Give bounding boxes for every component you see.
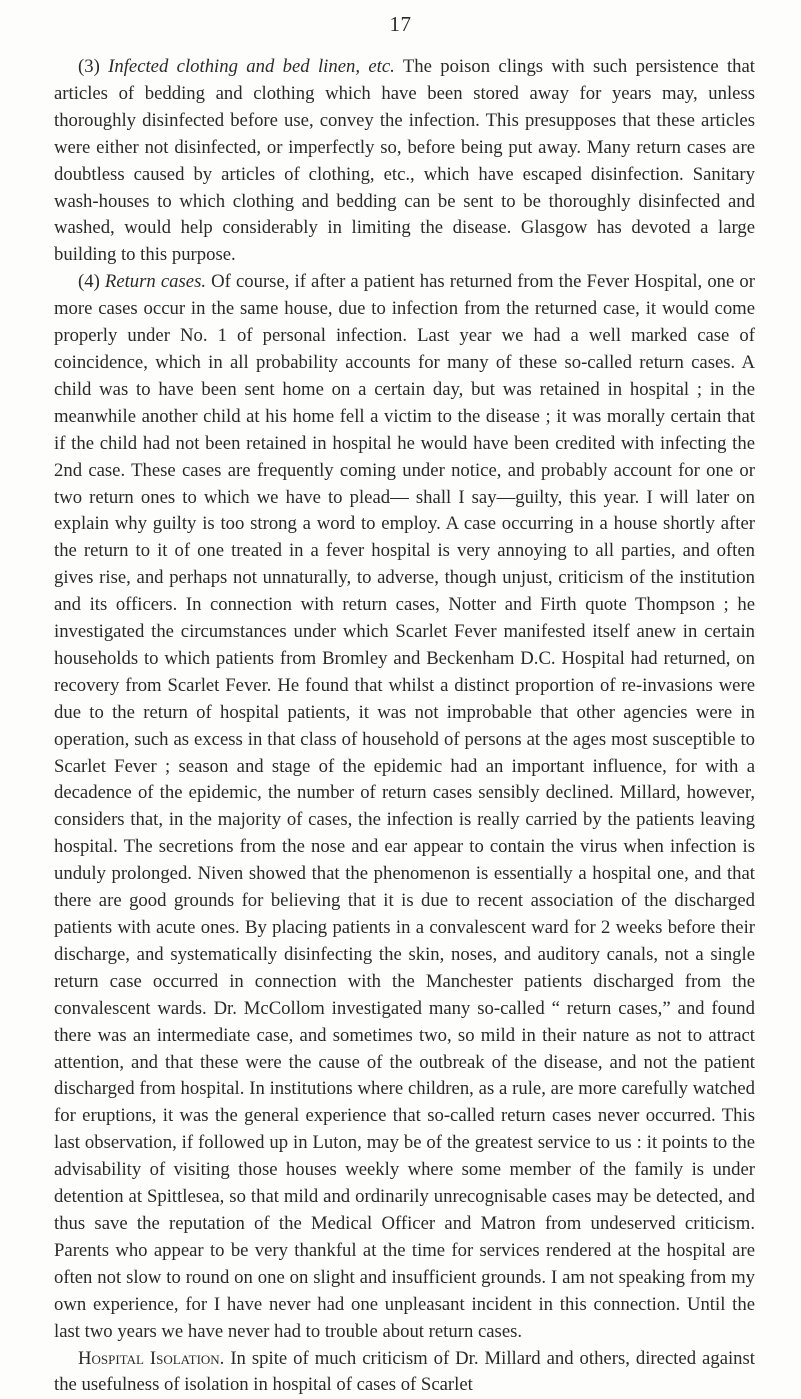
paragraph-return-cases [54,269,755,1345]
page-number: 17 [0,12,801,37]
section-heading-hospital-isolation: Hospital Isolation. [78,1348,224,1369]
paragraph-infected-clothing [54,54,755,269]
paragraph-body: Of course, if after a patient has returned from the Fever Hospital, one or more cases occur in the same house, due to infection from the returned case, it would come properly under No. 1 of personal infection. Last year we had a well marked case of coincidence, which in all probability accounts for many of these so-called return cases. A child was to have been sent home on a certain day, but was retained in hospital ; in the meanwhile another child at his home fell a victim to the disease ; it was morally certain that if the child had not been retained in hospital he would have been credited with infecting the 2nd case. These cases are frequently coming under notice, and probably account for one or two return ones to which we have to plead— shall I say—guilty, this year. I will later on explain why guilty is too strong a word to employ. A case occurring in a house shortly after the return to it of one treated in a fever hospital is very annoying to all parties, and often gives rise, and perhaps not unnaturally, to adverse, though unjust, criticism of the institution and its officers. In connection with return cases, Notter and Firth quote Thompson ; he investigated the circumstances under which Scarlet Fever manifested itself anew in certain households to which patients from Bromley and Beckenham D.C. Hospital had returned, on recovery from Scarlet Fever. He found that whilst a distinct proportion of re-invasions were due to the return of hospital patients, it was not improbable that other agencies were in operation, such as excess in that class of household of persons at the ages most susceptible to Scarlet Fever ; season and stage of the epidemic had an important influence, for with a decadence of the epidemic, the number of return cases sensibly declined. Millard, however, considers that, in the majority of cases, the infection is really carried by the patients leaving hospital. The secretions from the nose and ear appear to contain the virus when infection is unduly prolonged. Niven showed that the phenomenon is essentially a hospital one, and that there are good grounds for believing that it is due to recent association of the discharged patients with acute ones. By placing patients in a convalescent ward for 2 weeks before their discharge, and systematically disinfecting the skin, noses, and auditory canals, not a single return case occurred in connection with the Manchester patients discharged from the convalescent wards. Dr. McCollom investigated many so-called “ return cases,” and found there was an intermediate case, and sometimes two, so mild in their nature as not to attract attention, and that these were the cause of the outbreak of the disease, and not the patient discharged from hospital. In institutions where children, as a rule, are more carefully watched for eruptions, it was the general experience that so-called return cases never occurred. This last observation, if followed up in Luton, may be of the greatest service to us : it points to the advisability of visiting those houses weekly where some member of the family is under detention at Spittlesea, so that mild and ordinarily unrecognisable cases may be detected, and thus save the reputation of the Medical Officer and Matron from undeserved criticism. Parents who appear to be very thankful at the time for services rendered at the hospital are often not slow to round on one on slight and insufficient grounds. I am not speaking from my own experience, for I have never had one unpleasant incident in this connection. Until the last two years we have never had to trouble about return cases. [54,271,755,1341]
paragraph-hospital-isolation [54,1346,755,1399]
section-heading-return-cases: Return cases. [105,271,206,292]
paragraph-marker: (4) [78,271,105,292]
paragraph-body: The poison clings with such persistence that articles of bedding and clothing which have been stored away for years may, unless thoroughly disinfected before use, convey the infection. This presupposes that these articles were either not disinfected, or imperfectly so, before being put away. Many return cases are doubtless caused by articles of clothing, etc., which have escaped disinfection. Sanitary wash-houses to which clothing and bedding can be sent to be thoroughly disinfected and washed, would help considerably in limiting the disease. Glasgow has devoted a large building to this purpose. [54,56,755,265]
paragraph-body: In spite of much criticism of Dr. Millard and others, directed against the usefulness of isolation in hospital of cases of Scarlet [54,1348,755,1396]
section-heading-infected-clothing: Infected clothing and bed linen, etc. [108,56,395,77]
paragraph-marker: (3) [78,56,108,77]
document-body [54,54,755,1399]
